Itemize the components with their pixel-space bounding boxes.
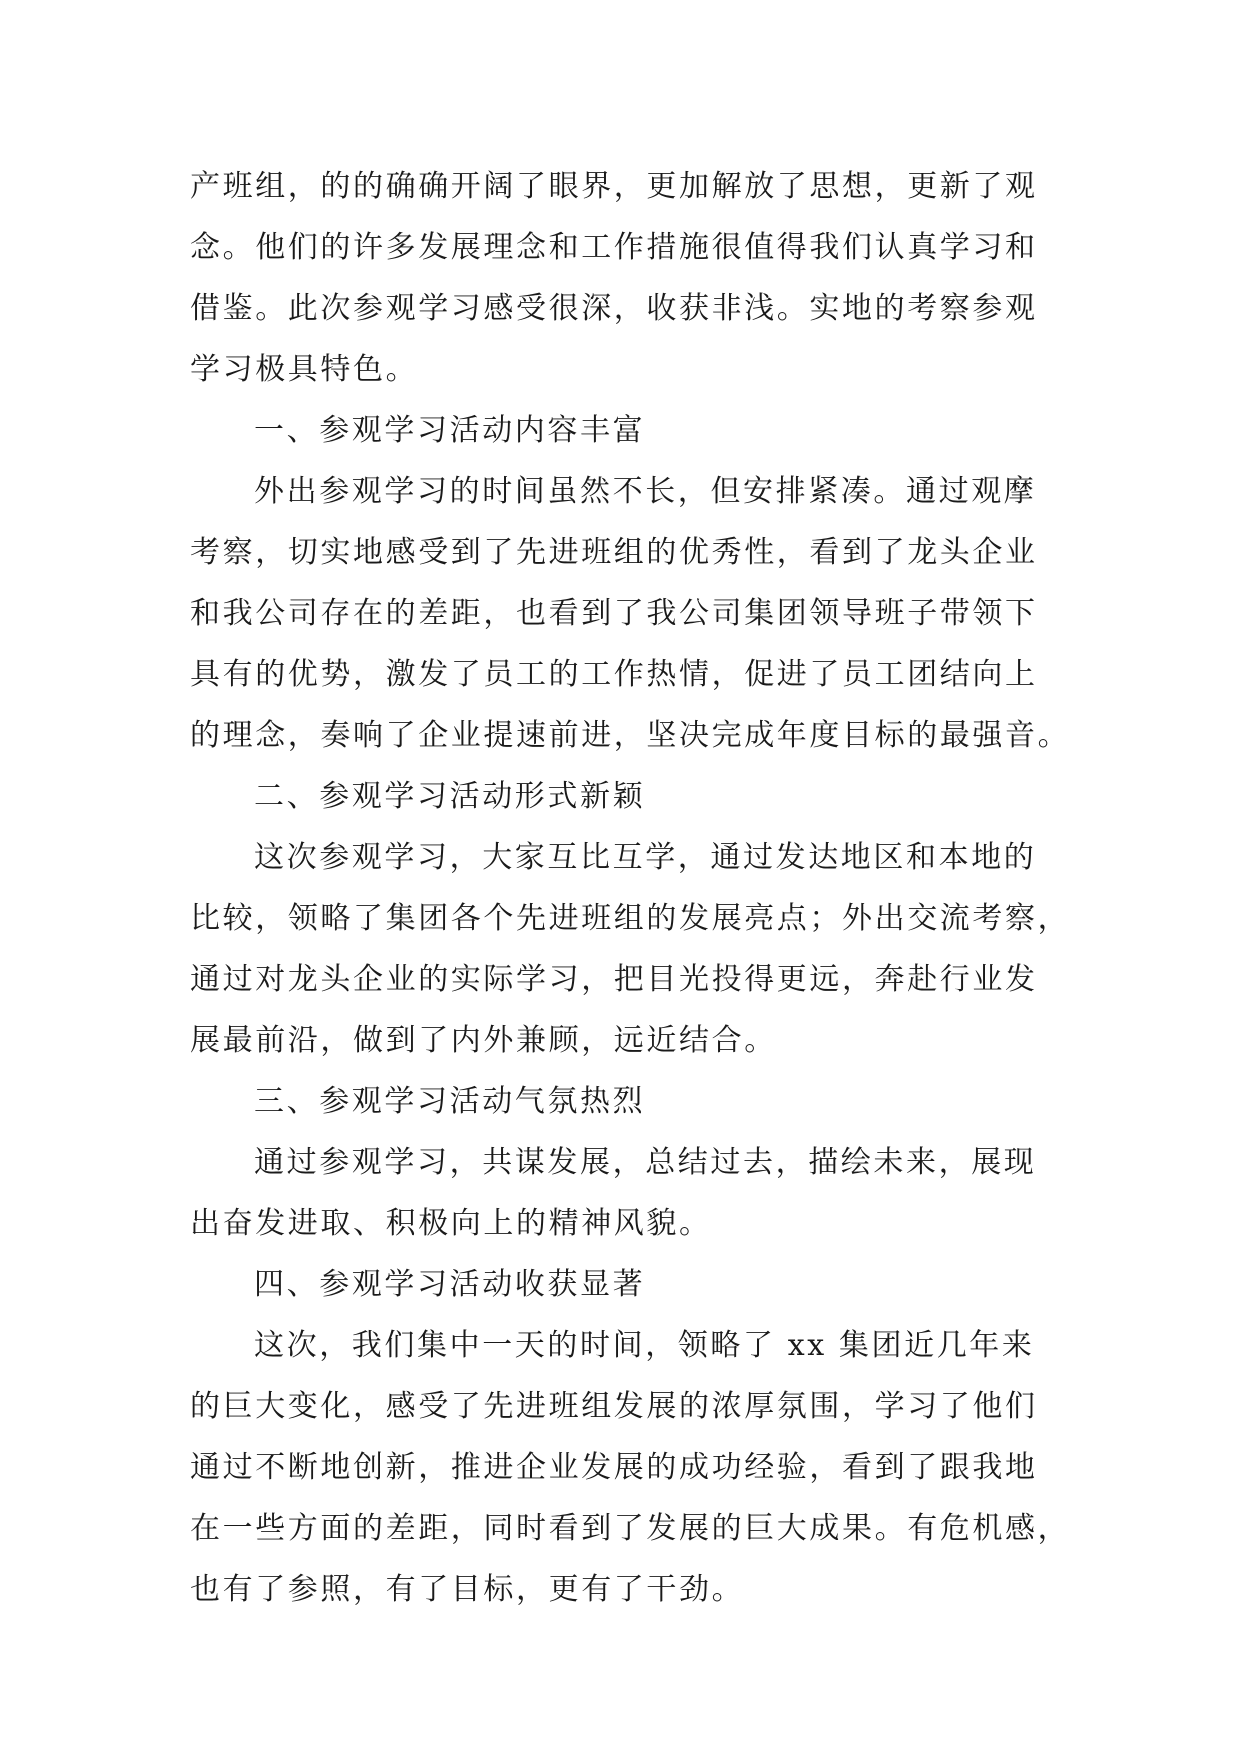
text-line: 考察，切实地感受到了先进班组的优秀性，看到了龙头企业	[190, 535, 1038, 570]
text-line: 念。他们的许多发展理念和工作措施很值得我们认真学习和	[190, 230, 1038, 265]
text-line: 也有了参照，有了目标，更有了干劲。	[190, 1572, 745, 1607]
text-line: 的理念，奏响了企业提速前进，坚决完成年度目标的最强音。	[190, 718, 1071, 753]
text-line: 在一些方面的差距，同时看到了发展的巨大成果。有危机感，	[190, 1511, 1071, 1546]
document-body	[190, 156, 1071, 1620]
text-line: 这次参观学习，大家互比互学，通过发达地区和本地的	[254, 840, 1037, 875]
text-line: 和我公司存在的差距，也看到了我公司集团领导班子带领下	[190, 596, 1038, 631]
text-line: 出奋发进取、积极向上的精神风貌。	[190, 1206, 712, 1241]
text-line: 这次，我们集中一天的时间，领略了 xx 集团近几年来	[254, 1328, 1035, 1363]
text-line: 通过不断地创新，推进企业发展的成功经验，看到了跟我地	[190, 1450, 1038, 1485]
section-heading: 二、参观学习活动形式新颖	[254, 779, 646, 814]
text-line: 产班组，的的确确开阔了眼界，更加解放了思想，更新了观	[190, 169, 1038, 204]
text-line: 通过对龙头企业的实际学习，把目光投得更远，奔赴行业发	[190, 962, 1038, 997]
text-line: 学习极具特色。	[190, 352, 419, 387]
section-heading: 一、参观学习活动内容丰富	[254, 413, 646, 448]
text-line: 借鉴。此次参观学习感受很深，收获非浅。实地的考察参观	[190, 291, 1038, 326]
text-line: 通过参观学习，共谋发展，总结过去，描绘未来，展现	[254, 1145, 1037, 1180]
text-line: 外出参观学习的时间虽然不长，但安排紧凑。通过观摩	[254, 474, 1037, 509]
text-line: 的巨大变化，感受了先进班组发展的浓厚氛围，学习了他们	[190, 1389, 1038, 1424]
section-heading: 四、参观学习活动收获显著	[254, 1267, 646, 1302]
text-line: 具有的优势，激发了员工的工作热情，促进了员工团结向上	[190, 657, 1038, 692]
section-heading: 三、参观学习活动气氛热烈	[254, 1084, 646, 1119]
text-line: 展最前沿，做到了内外兼顾，远近结合。	[190, 1023, 777, 1058]
text-line: 比较，领略了集团各个先进班组的发展亮点；外出交流考察，	[190, 901, 1071, 936]
